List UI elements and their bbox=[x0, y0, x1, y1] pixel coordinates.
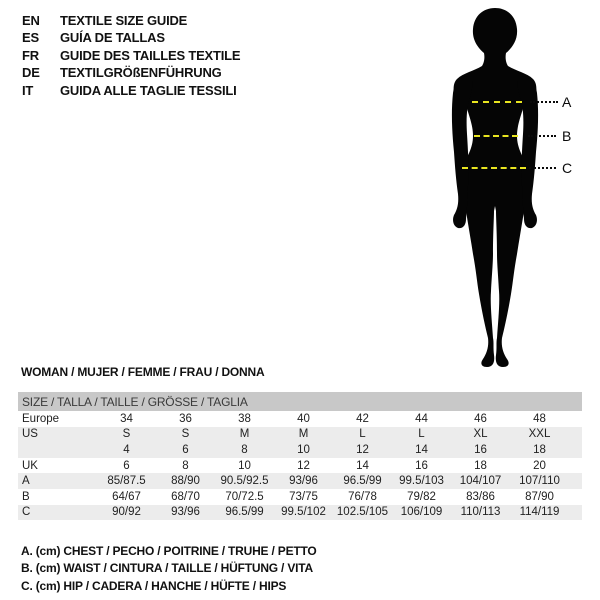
table-cell: L bbox=[418, 428, 425, 441]
language-row bbox=[22, 64, 240, 81]
woman-silhouette-figure bbox=[390, 0, 600, 390]
table-cell: M bbox=[298, 428, 309, 441]
table-cell: 99.5/103 bbox=[399, 475, 444, 488]
table-cell: M bbox=[239, 428, 250, 441]
table-cell: 38 bbox=[238, 412, 251, 425]
hip-measure-dash-line bbox=[462, 167, 526, 169]
table-cell: 34 bbox=[120, 412, 133, 425]
table-row-label: C bbox=[22, 506, 31, 519]
table-cell: 93/96 bbox=[171, 506, 200, 519]
table-cell: 96.5/99 bbox=[225, 506, 264, 519]
size-table-body bbox=[18, 411, 582, 520]
size-table bbox=[18, 392, 582, 520]
table-cell: 36 bbox=[179, 412, 192, 425]
table-cell: 42 bbox=[356, 412, 369, 425]
language-code: FR bbox=[22, 47, 39, 63]
legend-line: A. (cm) CHEST / PECHO / POITRINE / TRUHE / PETTO bbox=[21, 544, 317, 558]
legend-line: B. (cm) WAIST / CINTURA / TAILLE / HÜFTUNG / VITA bbox=[21, 561, 313, 576]
table-cell: 14 bbox=[356, 459, 369, 472]
waist-measure-dash-line bbox=[474, 135, 518, 137]
table-row bbox=[18, 505, 582, 521]
table-cell: 99.5/102 bbox=[281, 506, 326, 519]
table-cell: 79/82 bbox=[407, 490, 436, 503]
language-code: IT bbox=[22, 82, 34, 98]
table-cell: 68/70 bbox=[171, 490, 200, 503]
measure-label-b: B bbox=[562, 128, 572, 144]
table-cell: S bbox=[122, 428, 131, 441]
table-row-label: A bbox=[22, 475, 30, 488]
size-table-header-bar bbox=[18, 392, 582, 411]
table-cell: 20 bbox=[533, 459, 546, 472]
table-cell: 6 bbox=[123, 459, 130, 472]
measure-label-a: A bbox=[562, 94, 572, 110]
language-code: DE bbox=[22, 65, 40, 81]
table-cell: 14 bbox=[415, 443, 428, 456]
language-code: ES bbox=[22, 30, 39, 46]
table-cell: 88/90 bbox=[171, 475, 200, 488]
table-cell: 10 bbox=[297, 443, 310, 456]
table-cell: 110/113 bbox=[460, 506, 501, 519]
size-table-header-text: SIZE / TALLA / TAILLE / GRÖSSE / TAGLIA bbox=[22, 394, 248, 409]
table-cell: 114/119 bbox=[519, 506, 560, 519]
table-cell: 93/96 bbox=[289, 475, 318, 488]
table-row-label: B bbox=[22, 490, 30, 503]
table-cell: 90.5/92.5 bbox=[220, 475, 269, 488]
table-cell: 10 bbox=[238, 459, 251, 472]
table-row bbox=[18, 442, 582, 458]
table-cell: 12 bbox=[297, 459, 310, 472]
table-row bbox=[18, 458, 582, 474]
table-cell: 8 bbox=[241, 443, 248, 456]
table-row-label: UK bbox=[22, 459, 38, 472]
woman-silhouette bbox=[390, 0, 600, 390]
table-cell: 64/67 bbox=[112, 490, 141, 503]
table-cell: 73/75 bbox=[289, 490, 318, 503]
table-cell: 48 bbox=[533, 412, 546, 425]
table-cell: 4 bbox=[123, 443, 130, 456]
language-row bbox=[22, 47, 240, 64]
language-row bbox=[22, 12, 240, 29]
table-cell: 18 bbox=[533, 443, 546, 456]
language-title: GUIDE DES TAILLES TEXTILE bbox=[60, 47, 241, 63]
table-cell: 18 bbox=[474, 459, 487, 472]
legend-line: C. (cm) HIP / CADERA / HANCHE / HÜFTE / HIPS bbox=[21, 578, 287, 593]
language-title-block bbox=[22, 12, 240, 99]
table-cell: XXL bbox=[528, 428, 551, 441]
language-title: GUÍA DE TALLAS bbox=[60, 30, 165, 46]
table-cell: 107/110 bbox=[519, 475, 560, 488]
language-row bbox=[22, 82, 240, 99]
language-title: TEXTILE SIZE GUIDE bbox=[60, 13, 188, 28]
table-row-label: US bbox=[22, 428, 38, 441]
table-cell: XL bbox=[473, 428, 488, 441]
hip-leader-dots bbox=[529, 167, 556, 169]
table-row-label: Europe bbox=[22, 412, 60, 425]
language-title: TEXTILGRÖßENFÜHRUNG bbox=[60, 65, 222, 81]
table-cell: 83/86 bbox=[466, 490, 495, 503]
table-cell: S bbox=[181, 428, 190, 441]
table-cell: 12 bbox=[356, 443, 369, 456]
table-cell: 85/87.5 bbox=[107, 475, 146, 488]
chest-leader-dots bbox=[530, 101, 558, 103]
table-cell: 106/109 bbox=[400, 506, 443, 519]
table-cell: 104/107 bbox=[459, 475, 502, 488]
table-row bbox=[18, 411, 582, 427]
table-cell: 76/78 bbox=[348, 490, 377, 503]
table-row bbox=[18, 489, 582, 505]
table-cell: L bbox=[359, 428, 366, 441]
table-cell: 90/92 bbox=[112, 506, 141, 519]
table-cell: 8 bbox=[182, 459, 189, 472]
table-cell: 46 bbox=[474, 412, 487, 425]
table-cell: 87/90 bbox=[525, 490, 554, 503]
table-row bbox=[18, 427, 582, 443]
table-cell: 6 bbox=[182, 443, 189, 456]
table-cell: 16 bbox=[415, 459, 428, 472]
table-cell: 102.5/105 bbox=[336, 506, 389, 519]
table-cell: 70/72.5 bbox=[225, 490, 264, 503]
chest-measure-dash-line bbox=[472, 101, 522, 103]
table-cell: 44 bbox=[415, 412, 428, 425]
language-code: EN bbox=[22, 13, 40, 28]
table-cell: 40 bbox=[297, 412, 310, 425]
table-row bbox=[18, 473, 582, 489]
section-title-woman: WOMAN / MUJER / FEMME / FRAU / DONNA bbox=[21, 365, 265, 379]
waist-leader-dots bbox=[528, 135, 556, 137]
table-cell: 96.5/99 bbox=[343, 475, 382, 488]
language-title: GUIDA ALLE TAGLIE TESSILI bbox=[60, 82, 237, 98]
table-cell: 16 bbox=[474, 443, 487, 456]
measure-label-c: C bbox=[562, 160, 573, 176]
language-row bbox=[22, 29, 240, 46]
measurement-legend bbox=[21, 543, 317, 595]
